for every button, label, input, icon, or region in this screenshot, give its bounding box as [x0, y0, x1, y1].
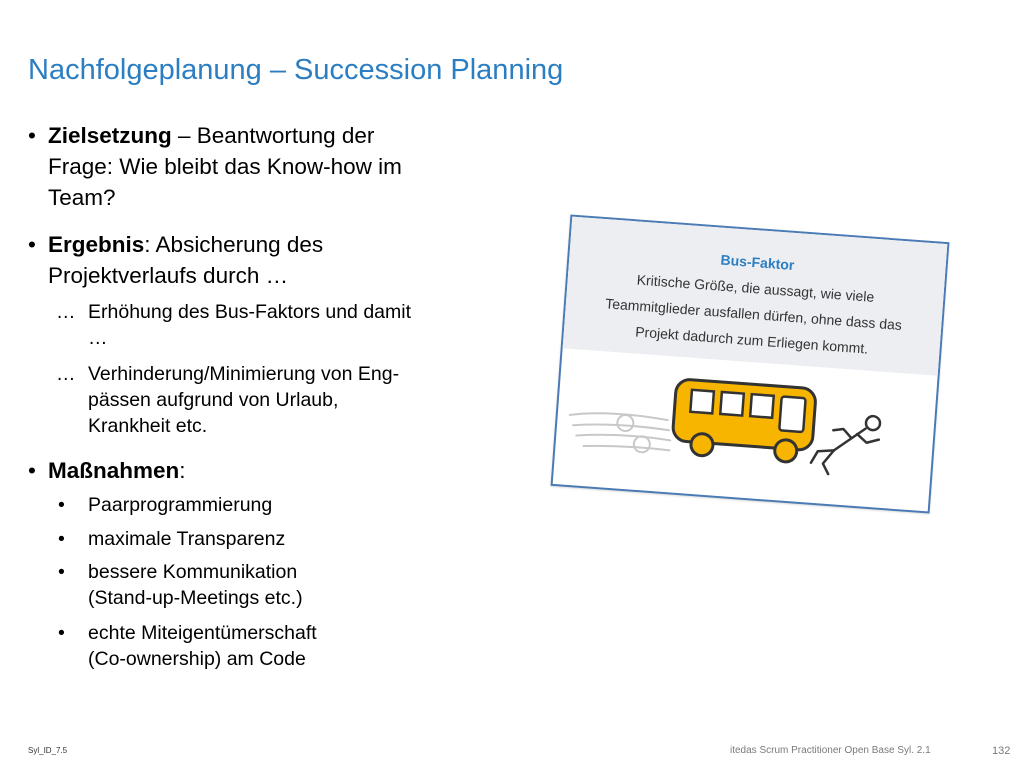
bullet-dot-icon: • [28, 458, 36, 483]
measures-suffix: : [179, 458, 186, 483]
slide-id: Syl_ID_7.5 [28, 746, 68, 755]
goal-text-2: Frage: Wie bleibt das Know-how im [48, 154, 402, 179]
result-sub-item [56, 299, 488, 351]
measure-item [58, 492, 488, 518]
goal-text-1: – Beantwortung der [171, 123, 375, 148]
bus-factor-card [551, 214, 950, 513]
goal-label: Zielsetzung [48, 123, 172, 148]
bullet-result [28, 229, 493, 291]
measure-1-text: Paarprogrammierung [88, 494, 273, 516]
page-number: 132 [992, 745, 1011, 757]
measure-3-line-2: (Stand-up-Meetings etc.) [88, 587, 303, 609]
goal-text-3: Team? [48, 185, 116, 210]
card-header [563, 217, 948, 376]
bus-illustration [563, 355, 927, 503]
result-text-2: Projektverlaufs durch … [48, 263, 289, 288]
bullet-dot-icon: • [58, 528, 65, 550]
bullet-dot-icon: • [58, 561, 65, 583]
bullet-dot-icon: • [58, 494, 65, 516]
speed-lines-icon [567, 410, 671, 454]
result-sub-item [56, 361, 488, 439]
measure-4-line-1: echte Miteigentümerschaft [88, 622, 317, 644]
measure-4-line-2: (Co-ownership) am Code [88, 648, 306, 670]
result-sub-2-line-2: pässen aufgrund von Urlaub, [88, 389, 339, 411]
page-title: Nachfolgeplanung – Succession Planning [28, 54, 564, 86]
card-text-line: Kritische Größe, die aussagt, wie viele [636, 271, 875, 305]
bullet-goal [28, 120, 493, 213]
result-sub-1-line-2: … [88, 327, 108, 349]
measure-item [58, 526, 488, 552]
ellipsis-marker: … [56, 301, 76, 323]
bullet-dot-icon: • [28, 232, 36, 257]
card-title: Bus-Faktor [720, 251, 795, 273]
result-text-1: : Absicherung des [144, 232, 324, 257]
bullet-dot-icon: • [28, 123, 36, 148]
measure-3-line-1: bessere Kommunikation [88, 561, 298, 583]
measure-item [58, 559, 488, 611]
card-text-line: Projekt dadurch zum Erliegen kommt. [634, 323, 869, 357]
result-sub-2-line-1: Verhinderung/Minimierung von Eng- [88, 363, 400, 385]
bullet-dot-icon: • [58, 622, 65, 644]
bullet-measures [28, 455, 493, 486]
measure-item [58, 620, 488, 672]
bus-icon [671, 379, 816, 464]
measures-label: Maßnahmen [48, 458, 180, 483]
result-sub-1-line-1: Erhöhung des Bus-Faktors und damit [88, 301, 412, 323]
result-sub-2-line-3: Krankheit etc. [88, 415, 208, 437]
falling-person-icon [810, 412, 880, 478]
card-text-line: Teammitglieder ausfallen dürfen, ohne dass das [604, 295, 903, 333]
measure-2-text: maximale Transparenz [88, 528, 286, 550]
footer-source: itedas Scrum Practitioner Open Base Syl. 2.1 [730, 745, 931, 756]
ellipsis-marker: … [56, 363, 76, 385]
result-label: Ergebnis [48, 232, 145, 257]
